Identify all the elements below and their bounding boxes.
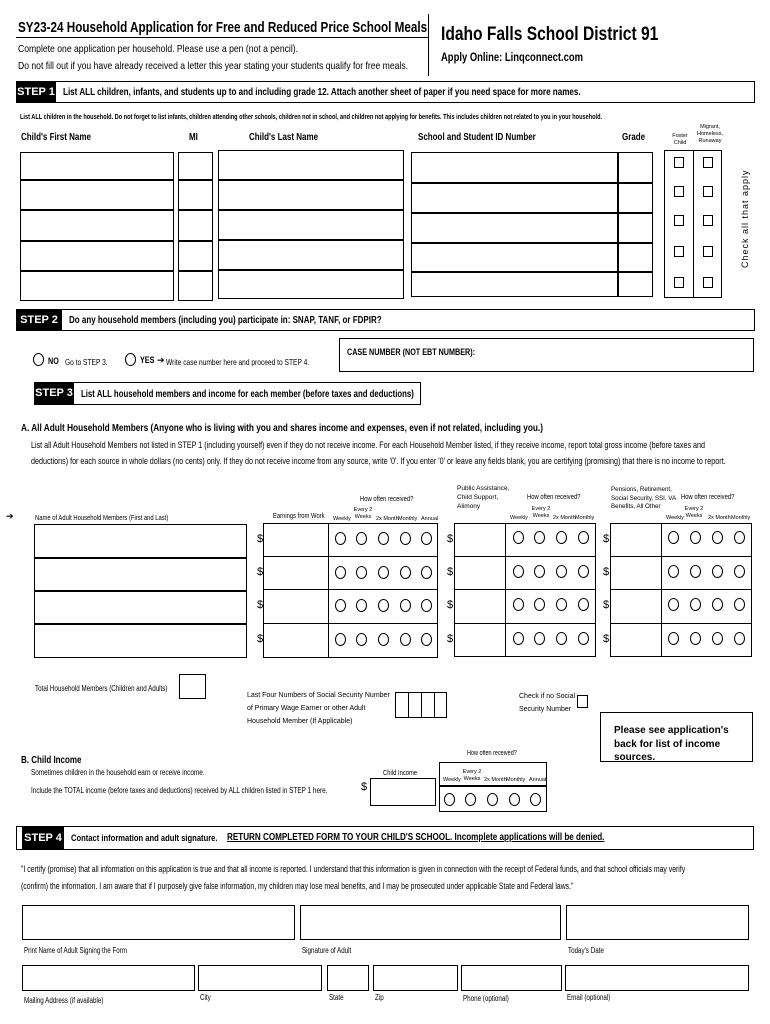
public-freq-radio[interactable]	[513, 531, 524, 544]
earnings-freq-radio[interactable]	[335, 633, 346, 646]
public-freq-monthly: Monthly	[575, 515, 595, 521]
print-name-field[interactable]	[22, 905, 295, 940]
total-members-field[interactable]	[179, 674, 206, 699]
phone-label: Phone (optional)	[463, 994, 509, 1003]
pension-freq-weekly: Weekly	[666, 515, 684, 521]
child-mi-3[interactable]	[178, 210, 213, 241]
child-school-id-5[interactable]	[411, 272, 618, 297]
earnings-freq-radio[interactable]	[335, 599, 346, 612]
child-grade-3[interactable]	[618, 213, 653, 243]
foster-checkbox-3[interactable]	[674, 215, 684, 226]
date-field[interactable]	[566, 905, 749, 940]
section-b-text-1: Sometimes children in the household earn or receive income.	[31, 768, 205, 777]
zip-field[interactable]	[373, 965, 458, 991]
step4-title: Contact information and adult signature.	[71, 833, 218, 844]
earnings-header: Earnings from Work	[273, 511, 325, 520]
foster-checkbox-4[interactable]	[674, 246, 684, 257]
col-last-name: Child's Last Name	[249, 132, 319, 143]
print-name-label: Print Name of Adult Signing the Form	[24, 946, 128, 955]
apply-online: Apply Online: Linqconnect.com	[441, 52, 583, 64]
pension-freq-radio[interactable]	[690, 598, 701, 611]
child-first-name-5[interactable]	[20, 271, 174, 301]
child-first-name-4[interactable]	[20, 241, 174, 271]
col-migrant: Migrant, Homeless, Runaway	[697, 124, 723, 145]
pension-grid-row-line-2	[610, 589, 752, 590]
ssn-digit-divider-2	[421, 692, 422, 718]
foster-checkbox-5[interactable]	[674, 277, 684, 288]
pension-freq-radio[interactable]	[668, 598, 679, 611]
child-school-id-2[interactable]	[411, 183, 618, 213]
public-freq-radio[interactable]	[556, 531, 567, 544]
earnings-freq-radio[interactable]	[335, 566, 346, 579]
child-freq-radio[interactable]	[509, 793, 520, 806]
address-field[interactable]	[22, 965, 195, 991]
earnings-grid-row-line-1	[263, 556, 438, 557]
public-how-often: How often received?	[527, 492, 581, 501]
public-dollar-2: $	[447, 566, 454, 578]
public-freq-radio[interactable]	[534, 565, 545, 578]
earnings-dollar-4: $	[257, 633, 264, 645]
child-freq-2xmonth: 2x Month	[484, 777, 507, 783]
signature-label: Signature of Adult	[302, 946, 352, 955]
public-freq-radio[interactable]	[513, 632, 524, 645]
adult-name-3[interactable]	[34, 591, 247, 624]
migrant-checkbox-4[interactable]	[703, 246, 713, 257]
back-note: Please see application's back for list of income sources.	[614, 725, 729, 763]
ssn-label: Last Four Numbers of Social Security Number of Primary Wage Earner or other Adult Household Member (If Applicable)	[247, 692, 390, 725]
earnings-freq-radio[interactable]	[378, 532, 389, 545]
yes-label: YES	[140, 355, 155, 365]
section-b-text-2: Include the TOTAL income (before taxes and deductions) received by ALL children listed in STEP 1 here.	[31, 786, 328, 795]
pension-freq-radio[interactable]	[734, 632, 745, 645]
pension-grid[interactable]	[610, 523, 752, 657]
section-a-text-1: List all Adult Household Members not listed in STEP 1 (including yourself) even if they do not receive income. For each Household Member listed, if they receive income, report total gross income (before taxes and	[31, 440, 706, 451]
pension-dollar-4: $	[603, 633, 610, 645]
public-grid-row-line-2	[454, 589, 596, 590]
pension-freq-radio[interactable]	[712, 531, 723, 544]
public-freq-radio[interactable]	[513, 565, 524, 578]
earnings-freq-radio[interactable]	[378, 599, 389, 612]
step1-note: List ALL children in the household. Do not forget to list infants, children attending other schools, children not in school, and children not applying for benefits. This includes children not related to you in your household.	[20, 112, 603, 121]
check-all-rotated: Check all that apply	[740, 169, 750, 268]
header-instruction-2: Do not fill out if you have already received a letter this year stating your students qualify for free meals.	[18, 60, 409, 72]
public-freq-radio[interactable]	[534, 632, 545, 645]
public-grid-divider	[505, 523, 506, 657]
child-mi-4[interactable]	[178, 241, 213, 271]
public-freq-radio[interactable]	[578, 632, 589, 645]
earnings-freq-radio[interactable]	[378, 566, 389, 579]
earnings-freq-radio[interactable]	[356, 599, 367, 612]
child-freq-annual: Annual	[529, 777, 547, 783]
earnings-dollar-3: $	[257, 599, 264, 611]
migrant-checkbox-3[interactable]	[703, 215, 713, 226]
pension-freq-radio[interactable]	[734, 598, 745, 611]
child-first-name-2[interactable]	[20, 180, 174, 210]
section-a-text-2: deductions) for each source in whole dollars (no cents) only. If they do not receive income from any source, write '0'. If you enter '0' or leave any fields blank, you are certifying (promising) that there is no income to report.	[31, 456, 726, 467]
public-grid-row-line-1	[454, 556, 596, 557]
no-ssn-label: Check if no Social Security Number	[519, 693, 576, 713]
earnings-freq-weekly: Weekly	[333, 516, 351, 522]
child-freq-radio[interactable]	[487, 793, 498, 806]
total-members-label: Total Household Members (Children and Adults)	[35, 684, 168, 693]
step2-label: STEP 2	[16, 309, 62, 331]
earnings-freq-radio[interactable]	[400, 566, 411, 579]
child-freq-every2: Every 2 Weeks	[462, 769, 482, 783]
pension-freq-radio[interactable]	[734, 531, 745, 544]
pension-freq-monthly: Monthly	[731, 515, 751, 521]
public-dollar-1: $	[447, 533, 454, 545]
public-freq-weekly: Weekly	[510, 515, 528, 521]
step4-label: STEP 4	[22, 827, 64, 849]
child-income-field[interactable]	[370, 778, 436, 806]
pension-dollar-2: $	[603, 566, 610, 578]
pension-freq-radio[interactable]	[734, 565, 745, 578]
pension-freq-radio[interactable]	[690, 632, 701, 645]
earnings-freq-radio[interactable]	[400, 599, 411, 612]
header-instruction-1: Complete one application per household. Please use a pen (not a pencil).	[18, 43, 299, 55]
state-field[interactable]	[327, 965, 369, 991]
child-freq-weekly: Weekly	[443, 777, 461, 783]
section-b-title: B. Child Income	[21, 755, 82, 766]
col-first-name: Child's First Name	[21, 132, 91, 143]
return-notice: RETURN COMPLETED FORM TO YOUR CHILD'S SCHOOL. Incomplete applications will be denied.	[227, 832, 605, 843]
migrant-checkbox-2[interactable]	[703, 186, 713, 197]
public-grid[interactable]	[454, 523, 596, 657]
child-school-id-1[interactable]	[411, 152, 618, 183]
city-field[interactable]	[198, 965, 322, 991]
earnings-freq-radio[interactable]	[356, 633, 367, 646]
signature-field[interactable]	[300, 905, 561, 940]
public-freq-radio[interactable]	[578, 565, 589, 578]
header-divider	[16, 37, 428, 38]
earnings-freq-radio[interactable]	[356, 532, 367, 545]
col-foster: Foster Child	[672, 133, 688, 147]
public-freq-radio[interactable]	[513, 598, 524, 611]
date-label: Today's Date	[568, 946, 604, 955]
earnings-freq-radio[interactable]	[378, 633, 389, 646]
earnings-freq-radio[interactable]	[421, 532, 432, 545]
child-first-name-1[interactable]	[20, 152, 174, 180]
earnings-freq-every2: Every 2 Weeks	[353, 507, 373, 521]
col-mi: MI	[189, 132, 198, 143]
earnings-freq-2xmonth: 2x Month	[376, 516, 399, 522]
migrant-checkbox-1[interactable]	[703, 157, 713, 168]
no-ssn-checkbox[interactable]	[577, 695, 588, 708]
earnings-freq-monthly: Monthly	[398, 516, 418, 522]
child-last-name-3[interactable]	[218, 210, 404, 240]
pension-freq-radio[interactable]	[712, 632, 723, 645]
email-field[interactable]	[565, 965, 749, 991]
public-freq-radio[interactable]	[534, 531, 545, 544]
child-mi-1[interactable]	[178, 152, 213, 180]
section-a-title: A. All Adult Household Members (Anyone who is living with you and shares income and expenses, even if not related, including you.)	[21, 422, 543, 434]
no-radio[interactable]	[33, 353, 44, 366]
zip-label: Zip	[375, 993, 384, 1002]
pension-grid-row-line-3	[610, 623, 752, 624]
col-school-id: School and Student ID Number	[418, 132, 536, 143]
email-label: Email (optional)	[567, 993, 611, 1002]
yes-text: Write case number here and proceed to STEP 4.	[166, 357, 310, 367]
foster-checkbox-2[interactable]	[674, 186, 684, 197]
pension-dollar-3: $	[603, 599, 610, 611]
no-text: Go to STEP 3.	[65, 357, 108, 367]
pension-dollar-1: $	[603, 533, 610, 545]
no-label: NO	[48, 356, 59, 366]
public-assistance-header: Public Assistance, Child Support, Alimony	[457, 485, 510, 511]
earnings-freq-annual: Annual	[421, 516, 439, 522]
pension-freq-2xmonth: 2x Month	[708, 515, 731, 521]
child-grade-5[interactable]	[618, 272, 653, 297]
earnings-freq-radio[interactable]	[421, 599, 432, 612]
header-vertical-divider	[428, 14, 429, 76]
child-first-name-3[interactable]	[20, 210, 174, 241]
pension-grid-row-line-1	[610, 556, 752, 557]
city-label: City	[200, 993, 211, 1002]
adult-name-4[interactable]	[34, 624, 247, 658]
state-label: State	[329, 993, 344, 1002]
yes-radio[interactable]	[125, 353, 136, 366]
public-freq-radio[interactable]	[556, 632, 567, 645]
row-arrow-icon: ➔	[6, 511, 14, 521]
earnings-dollar-2: $	[257, 566, 264, 578]
pension-freq-radio[interactable]	[690, 531, 701, 544]
child-freq-radio[interactable]	[465, 793, 476, 806]
child-school-id-4[interactable]	[411, 243, 618, 272]
public-dollar-4: $	[447, 633, 454, 645]
earnings-freq-radio[interactable]	[421, 566, 432, 579]
child-grade-2[interactable]	[618, 183, 653, 213]
child-freq-monthly: Monthly	[506, 777, 526, 783]
adult-name-2[interactable]	[34, 558, 247, 591]
pension-freq-radio[interactable]	[690, 565, 701, 578]
earnings-grid[interactable]	[263, 523, 438, 658]
public-freq-radio[interactable]	[534, 598, 545, 611]
child-mi-5[interactable]	[178, 271, 213, 301]
pension-freq-every2: Every 2 Weeks	[684, 506, 704, 520]
child-grade-1[interactable]	[618, 152, 653, 183]
child-grade-4[interactable]	[618, 243, 653, 272]
earnings-freq-radio[interactable]	[335, 532, 346, 545]
child-last-name-4[interactable]	[218, 240, 404, 270]
public-freq-radio[interactable]	[578, 531, 589, 544]
step3-title: List ALL household members and income for each member (before taxes and deductions)	[81, 389, 414, 400]
child-mi-2[interactable]	[178, 180, 213, 210]
certify-text-2: (confirm) the information. I am aware that if I purposely give false information, my children may lose meal benefits, and I may be prosecuted under applicable State and Federal laws."	[21, 881, 574, 891]
earnings-freq-radio[interactable]	[400, 532, 411, 545]
col-grade: Grade	[622, 132, 646, 143]
public-grid-row-line-3	[454, 623, 596, 624]
pension-freq-radio[interactable]	[712, 598, 723, 611]
public-freq-radio[interactable]	[578, 598, 589, 611]
ssn-digit-divider-3	[434, 692, 435, 718]
child-last-name-5[interactable]	[218, 270, 404, 299]
phone-field[interactable]	[461, 965, 562, 991]
earnings-grid-row-line-2	[263, 589, 438, 590]
pension-how-often: How often received?	[681, 492, 735, 501]
foster-checkbox-1[interactable]	[674, 157, 684, 168]
public-freq-every2: Every 2 Weeks	[531, 506, 551, 520]
step3-label: STEP 3	[34, 382, 74, 405]
pension-freq-radio[interactable]	[712, 565, 723, 578]
pension-freq-radio[interactable]	[668, 565, 679, 578]
pension-header: Pensions, Retirement, Social Security, SSI, VA Benefits, All Other	[611, 486, 676, 511]
earnings-grid-row-line-3	[263, 623, 438, 624]
public-freq-2xmonth: 2x Month	[553, 515, 576, 521]
public-dollar-3: $	[447, 599, 454, 611]
earnings-dollar-1: $	[257, 533, 264, 545]
pension-freq-radio[interactable]	[668, 632, 679, 645]
public-freq-radio[interactable]	[556, 598, 567, 611]
child-last-name-1[interactable]	[218, 150, 404, 180]
ssn-digit-divider-1	[408, 692, 409, 718]
step1-title: List ALL children, infants, and students up to and including grade 12. Attach another sheet of paper if you need space for more names.	[63, 86, 581, 98]
step2-title: Do any household members (including you) participate in: SNAP, TANF, or FDPIR?	[69, 315, 382, 326]
form-title: SY23-24 Household Application for Free and Reduced Price School Meals	[18, 19, 428, 36]
pension-freq-radio[interactable]	[668, 531, 679, 544]
migrant-checkbox-5[interactable]	[703, 277, 713, 288]
earnings-freq-radio[interactable]	[421, 633, 432, 646]
pension-grid-divider	[661, 523, 662, 657]
child-freq-radio[interactable]	[444, 793, 455, 806]
child-income-dollar: $	[361, 781, 368, 793]
earnings-freq-radio[interactable]	[400, 633, 411, 646]
step1-label: STEP 1	[16, 81, 56, 103]
checkbox-grid-divider	[693, 150, 694, 298]
child-how-often: How often received?	[467, 750, 517, 757]
address-label: Mailing Address (if available)	[24, 996, 104, 1005]
adult-name-header: Name of Adult Household Members (First and Last)	[35, 513, 169, 522]
district-name: Idaho Falls School District 91	[441, 24, 659, 45]
arrow-icon: ➔	[157, 355, 165, 365]
child-last-name-2[interactable]	[218, 180, 404, 210]
certify-text-1: "I certify (promise) that all information on this application is true and that all income is reported. I understand that this information is given in connection with the receipt of Federal funds, and that school officials may verify	[21, 864, 686, 874]
earnings-grid-divider	[328, 523, 329, 658]
case-number-label: CASE NUMBER (NOT EBT NUMBER):	[347, 347, 475, 357]
adult-name-1[interactable]	[34, 524, 247, 558]
child-freq-radio[interactable]	[530, 793, 541, 806]
public-freq-radio[interactable]	[556, 565, 567, 578]
earnings-freq-radio[interactable]	[356, 566, 367, 579]
earnings-how-often: How often received?	[360, 494, 414, 503]
child-income-label: Child Income	[383, 768, 418, 777]
child-school-id-3[interactable]	[411, 213, 618, 243]
